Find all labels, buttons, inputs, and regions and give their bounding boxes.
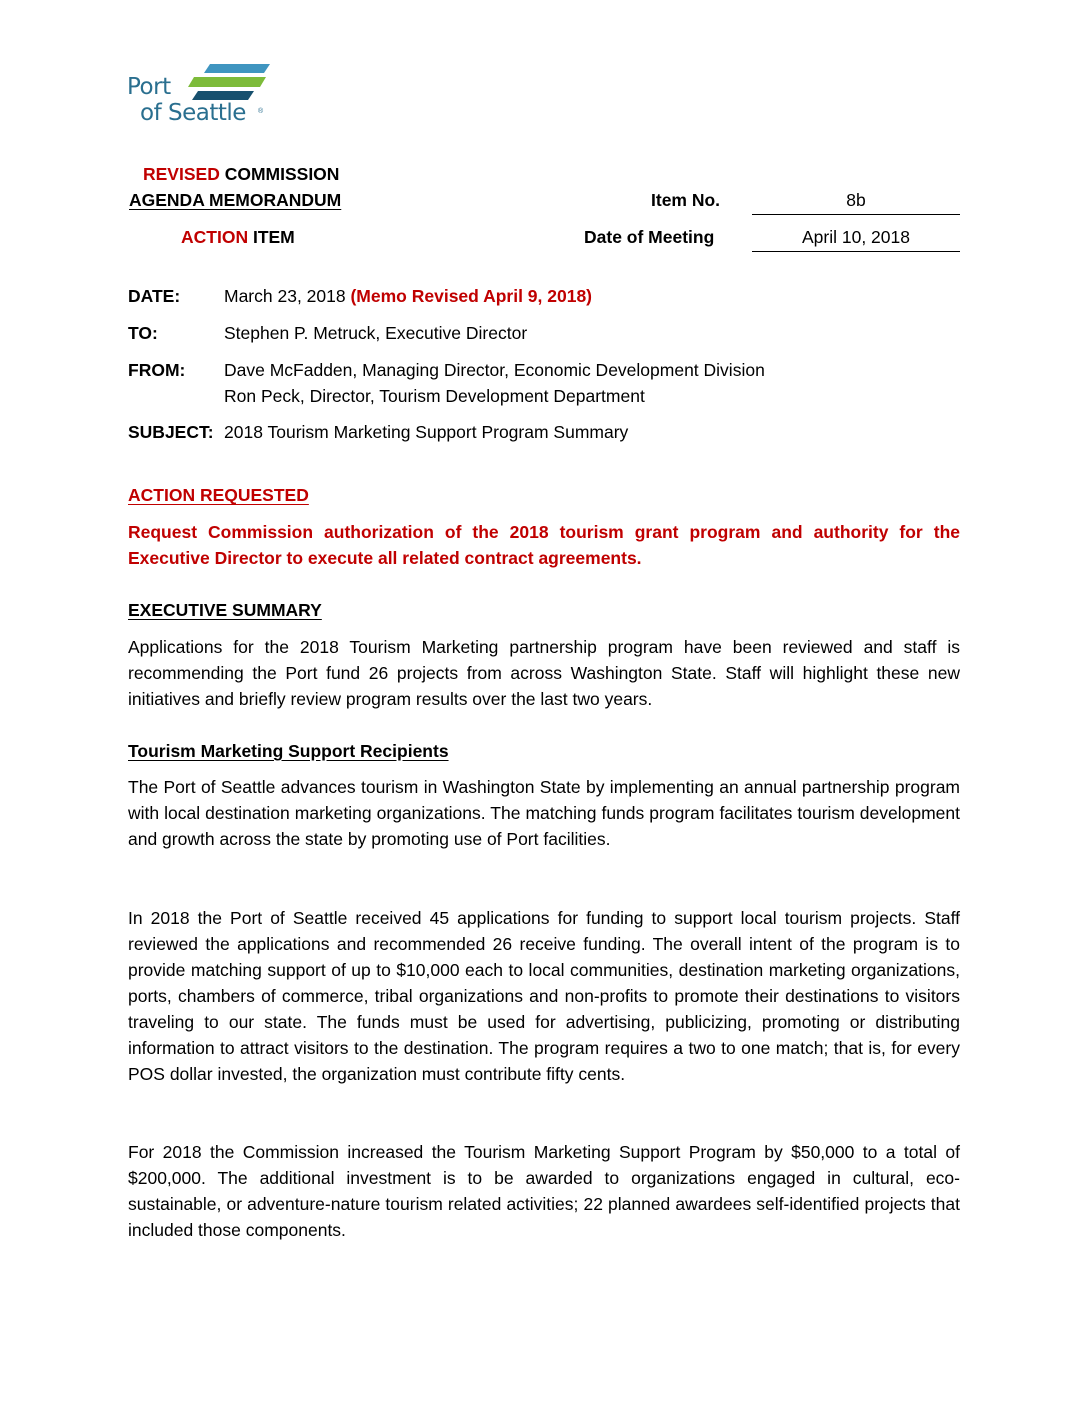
port-of-seattle-logo bbox=[126, 62, 276, 128]
logo-text-port: Port bbox=[127, 74, 171, 100]
date-value-row bbox=[224, 288, 592, 306]
action-requested-body: Request Commission authorization of the 2018 tourism grant program and authority for the Executive Director to execute all related contract agreements. bbox=[128, 522, 960, 568]
from-value-2: Ron Peck, Director, Tourism Development Department bbox=[224, 386, 645, 406]
memo-revised-note: (Memo Revised April 9, 2018) bbox=[350, 286, 593, 306]
recipients-paragraph-2: In 2018 the Port of Seattle received 45 applications for funding to support local tourism projects. Staff reviewed the applications and recommended 26 receive funding. The overall intent of the program is to provide matching support of up to $10,000 each to local communities, destination marketing organizations, ports, chambers of commerce, tribal organizations and non-profits to promote their destinations to visitors traveling to our state. The funds must be used for advertising, publicizing, promoting or distributing information to attract visitors to the destination. The program requires a two to one match; that is, for every POS dollar invested, the organization must contribute fifty cents. bbox=[128, 908, 960, 1084]
recipients-paragraph-1: The Port of Seattle advances tourism in Washington State by implementing an annual partnership program with local destination marketing organizations. The matching funds program facilitates tourism development and growth across the state by promoting use of Port facilities. bbox=[128, 777, 960, 849]
subject-label: SUBJECT: bbox=[128, 422, 214, 442]
action-requested-heading: ACTION REQUESTED bbox=[128, 485, 309, 505]
action-item-label bbox=[181, 229, 295, 247]
executive-summary-heading: EXECUTIVE SUMMARY bbox=[128, 600, 322, 620]
memo-title-line2: AGENDA MEMORANDUM bbox=[129, 190, 342, 210]
date-value: March 23, 2018 bbox=[224, 286, 346, 306]
to-value: Stephen P. Metruck, Executive Director bbox=[224, 323, 528, 343]
item-no-label: Item No. bbox=[651, 190, 721, 210]
from-label: FROM: bbox=[128, 360, 186, 380]
date-of-meeting-label: Date of Meeting bbox=[584, 227, 715, 247]
revised-label: REVISED bbox=[143, 164, 220, 184]
item-label: ITEM bbox=[252, 227, 295, 247]
commission-label: COMMISSION bbox=[224, 164, 340, 184]
executive-summary-body: Applications for the 2018 Tourism Marketing partnership program have been reviewed and staff is recommending the Port fund 26 projects from across Washington State. Staff will highlight these new initiatives and briefly review program results over the last two years. bbox=[128, 637, 960, 709]
subject-value: 2018 Tourism Marketing Support Program Summary bbox=[224, 422, 629, 442]
logo-text-seattle: of Seattle bbox=[140, 100, 246, 126]
logo-stripes-icon bbox=[184, 62, 270, 104]
from-value-1: Dave McFadden, Managing Director, Economic Development Division bbox=[224, 360, 765, 380]
item-no-value: 8b bbox=[752, 192, 960, 215]
date-label: DATE: bbox=[128, 286, 181, 306]
registered-mark: ® bbox=[258, 108, 264, 115]
action-label: ACTION bbox=[181, 227, 249, 247]
recipients-paragraph-3: For 2018 the Commission increased the Tourism Marketing Support Program by $50,000 to a total of $200,000. The additional investment is to be awarded to organizations engaged in cultural, eco-sustainable, or adventure-nature tourism related activities; 22 planned awardees self-identified projects that included those components. bbox=[128, 1142, 960, 1240]
recipients-heading: Tourism Marketing Support Recipients bbox=[128, 741, 449, 761]
memo-title-line1 bbox=[143, 166, 339, 184]
date-of-meeting-value: April 10, 2018 bbox=[752, 229, 960, 252]
to-label: TO: bbox=[128, 323, 158, 343]
